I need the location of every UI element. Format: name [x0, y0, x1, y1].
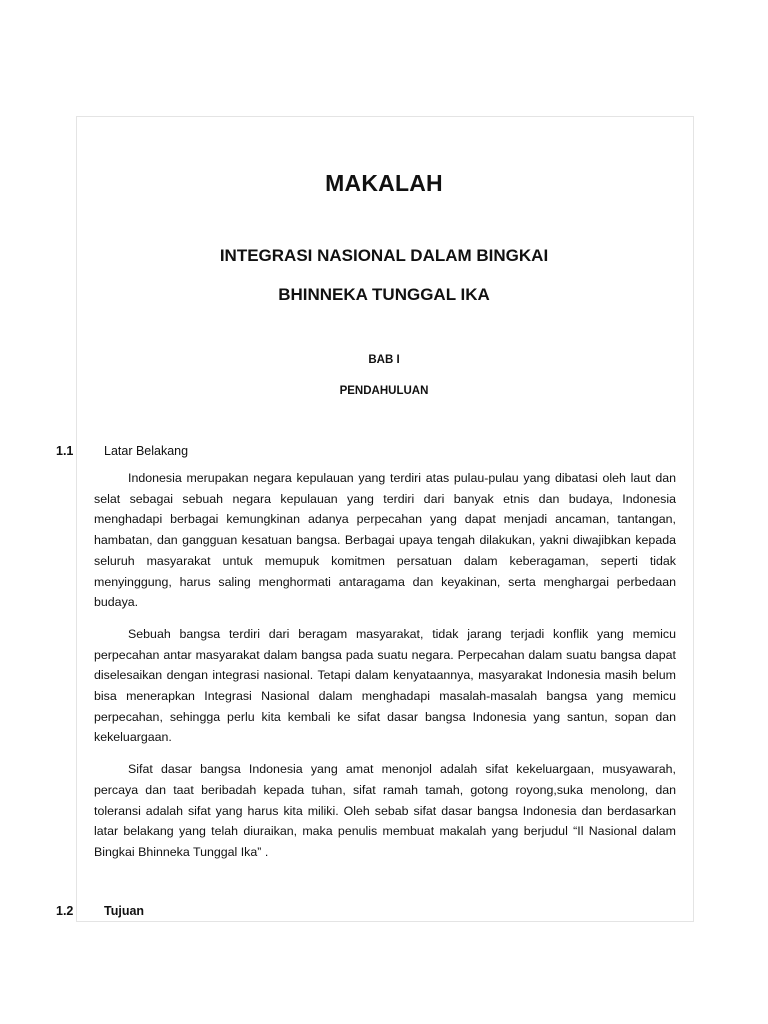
- paragraph-1: Indonesia merupakan negara kepulauan yang terdiri atas pulau-pulau yang dibatasi oleh laut dan selat sebagai sebuah negara kepulauan yang terdiri dari banyak etnis dan budaya, Indonesia menghadapi berbagai kemungkinan adanya perpecahan yang dapat menjadi ancaman, tantangan, hambatan, dan gangguan kesatuan bangsa. Berbagai upaya tengah dilakukan, yakni diwajibkan kepada seluruh masyarakat untuk memupuk komitmen persatuan dalam keberagaman, seperti tidak menyinggung, harus saling menghormati antaragama dan keyakinan, serta menghargai perbedaan budaya.: [94, 471, 676, 610]
- paragraph-2: Sebuah bangsa terdiri dari beragam masyarakat, tidak jarang terjadi konflik yang memicu perpecahan antar masyarakat dalam bangsa pada suatu negara. Perpecahan dalam suatu bangsa dapat diselesaikan dengan integrasi nasional. Tetapi dalam kenyataannya, masyarakat Indonesia masih belum bisa menerapkan Integrasi Nasional dalam menghadapi masalah-masalah bangsa yang memicu perpecahan, sehingga perlu kita kembali ke sifat dasar bangsa Indonesia yang santun, sopan dan kekeluargaan.: [94, 626, 676, 745]
- chapter-label: BAB I: [368, 354, 400, 366]
- section-number: 1.2: [56, 904, 74, 918]
- document-title: MAKALAH: [325, 170, 443, 196]
- document-subtitle-line-1: INTEGRASI NASIONAL DALAM BINGKAI: [219, 246, 549, 265]
- document-subtitle-line-2: BHINNEKA TUNGGAL IKA: [278, 285, 490, 304]
- section-heading-latar-belakang: [56, 444, 188, 458]
- chapter-title: PENDAHULUAN: [339, 385, 429, 397]
- section-number: 1.1: [56, 444, 74, 458]
- section-body: [94, 468, 676, 874]
- section-title: Latar Belakang: [104, 444, 189, 458]
- section-heading-tujuan: [56, 904, 144, 918]
- section-title: Tujuan: [104, 904, 145, 918]
- paragraph-3: Sifat dasar bangsa Indonesia yang amat menonjol adalah sifat kekeluargaan, musyawarah, percaya dan taat beribadah kepada tuhan, sifat ramah tamah, gotong royong,suka menolong, dan toleransi adalah sifat yang harus kita miliki. Oleh sebab sifat dasar bangsa Indonesia dan berdasarkan latar belakang yang telah diuraikan, maka penulis membuat makalah yang berjudul “Il Nasional dalam Bingkai Bhinneka Tunggal Ika” .: [94, 762, 676, 859]
